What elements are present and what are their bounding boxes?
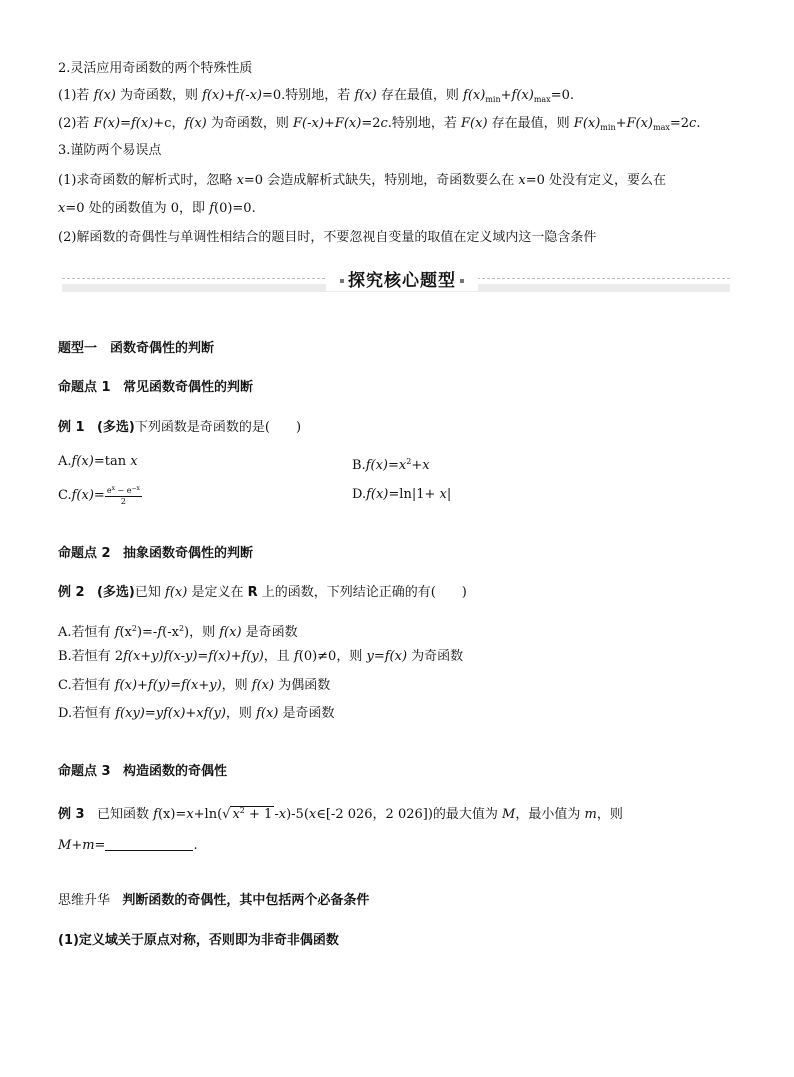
property-2: (2)若 F(x)=f(x)+c，f(x) 为奇函数，则 F(-x)+F(x)=2c.特别地，若 F(x) 存在最值，则 $F(x)_{min}+F(x)_{max}=2c$. bbox=[58, 116, 701, 132]
sqrt-content: $x^2 + 1$ bbox=[232, 806, 273, 822]
section-title: 探究核心题型 bbox=[348, 271, 456, 291]
tip-heading-3: 3.谨防两个易误点 bbox=[58, 143, 162, 158]
example-1-option-d: D.f(x)=ln|1+ x| bbox=[352, 487, 452, 502]
example-2: 例 2 (多选)已知 f(x) 是定义在 R 上的函数，下列结论正确的有( ) bbox=[58, 585, 467, 600]
fraction: $\frac{e^x - e^{-x}}{2}$ bbox=[106, 485, 140, 506]
pitfall-1-line-2: x=0 处的函数值为 0，即 f(0)=0. bbox=[58, 201, 256, 216]
sqrt-icon: √ bbox=[222, 807, 231, 822]
example-2-option-a: A.若恒有 $f(x^2)=-f(-x^2)$，则 f(x) 是奇函数 bbox=[58, 624, 298, 640]
thinking-point-1: (1)定义域关于原点对称，否则即为非奇非偶函数 bbox=[58, 933, 339, 948]
example-1-option-c: C.f(x)= $\frac{e^x - e^{-x}}{2}$ bbox=[58, 485, 140, 506]
thinking-heading: 思维升华 判断函数的奇偶性，其中包括两个必备条件 bbox=[58, 893, 370, 908]
pitfall-2: (2)解函数的奇偶性与单调性相结合的题目时，不要忽视自变量的取值在定义域内这一隐含条件 bbox=[58, 230, 597, 245]
right-dot-icon bbox=[460, 279, 464, 283]
point-1-heading: 命题点 1 常见函数奇偶性的判断 bbox=[58, 380, 253, 395]
section-title-wrap bbox=[326, 266, 478, 291]
example-1: 例 1 (多选)下列函数是奇函数的是( ) bbox=[58, 420, 302, 435]
topic-1-heading: 题型一 函数奇偶性的判断 bbox=[58, 341, 215, 356]
example-1-option-b: $B.f(x)=x^2+x$ bbox=[352, 457, 430, 473]
example-2-option-c: C.若恒有 f(x)+f(y)=f(x+y)，则 f(x) 为偶函数 bbox=[58, 678, 331, 693]
example-2-option-b: B.若恒有 2f(x+y)f(x-y)=f(x)+f(y)，且 f(0)≠0，则 y=f(x) 为奇函数 bbox=[58, 649, 464, 664]
point-3-heading: 命题点 3 构造函数的奇偶性 bbox=[58, 764, 227, 779]
left-dot-icon bbox=[340, 279, 344, 283]
point-2-heading: 命题点 2 抽象函数奇偶性的判断 bbox=[58, 546, 253, 561]
example-3: 例 3 已知函数 f(x)=x+ln(√ $x^2 + 1$ -x)-5(x∈[-2 026，2 026])的最大值为 M，最小值为 m，则 bbox=[58, 806, 623, 822]
example-1-option-a: A.f(x)=tan x bbox=[58, 454, 138, 469]
section-header bbox=[62, 264, 730, 294]
example-3-answer: M+m= . bbox=[58, 838, 198, 853]
tip-heading-2: 2.灵活应用奇函数的两个特殊性质 bbox=[58, 61, 253, 76]
pitfall-1-line-1: (1)求奇函数的解析式时，忽略 x=0 会造成解析式缺失，特别地，奇函数要么在 x=0 处没有定义，要么在 bbox=[58, 173, 666, 188]
example-2-option-d: D.若恒有 f(xy)=yf(x)+xf(y)，则 f(x) 是奇函数 bbox=[58, 706, 335, 721]
property-1: (1)若 f(x) 为奇函数，则 f(x)+f(-x)=0.特别地，若 f(x) 存在最值，则 $f(x)_{min}+f(x)_{max}=0$. bbox=[58, 88, 574, 104]
answer-blank[interactable] bbox=[105, 838, 193, 851]
